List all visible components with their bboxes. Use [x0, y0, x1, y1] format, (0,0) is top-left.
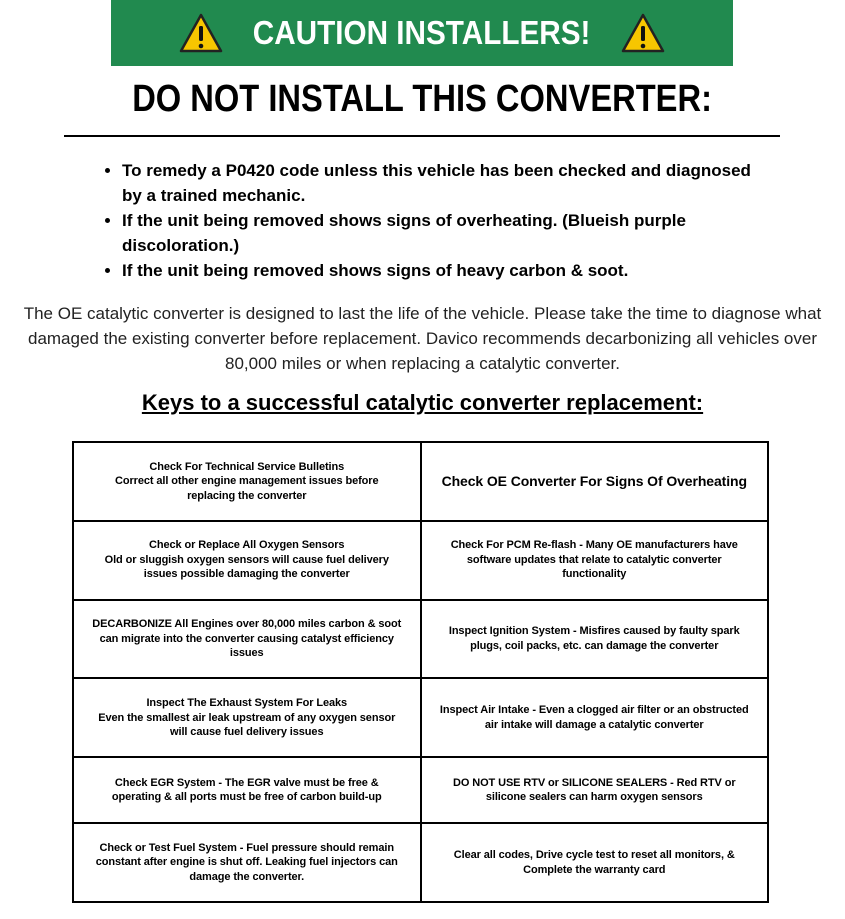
table-cell: Check or Test Fuel System - Fuel pressure should remain constant after engine is shut off. Leaking fuel injectors can damage the converter.	[73, 823, 421, 902]
table-cell: Inspect The Exhaust System For Leaks Even the smallest air leak upstream of any oxygen sensor will cause fuel delivery issues	[73, 678, 421, 757]
list-item: • To remedy a P0420 code unless this vehicle has been checked and diagnosed by a trained mechanic.	[122, 158, 762, 208]
divider	[64, 135, 780, 137]
table-cell: DECARBONIZE All Engines over 80,000 miles carbon & soot can migrate into the converter causing catalyst efficiency issues	[73, 600, 421, 679]
warning-triangle-icon	[620, 12, 666, 54]
table-cell: Clear all codes, Drive cycle test to reset all monitors, & Complete the warranty card	[421, 823, 769, 902]
table-row	[73, 600, 768, 679]
table-row	[73, 521, 768, 600]
table-cell: Check For PCM Re-flash - Many OE manufacturers have software updates that relate to catalytic converter functionality	[421, 521, 769, 600]
headline	[0, 78, 845, 121]
headline-text: DO NOT INSTALL THIS CONVERTER:	[132, 78, 713, 120]
list-item: • If the unit being removed shows signs of heavy carbon & soot.	[122, 258, 762, 283]
table-cell: Check or Replace All Oxygen Sensors Old or sluggish oxygen sensors will cause fuel delivery issues possible damaging the converter	[73, 521, 421, 600]
warning-triangle-icon	[178, 12, 224, 54]
table-row	[73, 757, 768, 823]
warning-list	[100, 158, 762, 283]
table-cell: DO NOT USE RTV or SILICONE SEALERS - Red RTV or silicone sealers can harm oxygen sensors	[421, 757, 769, 823]
keys-table	[72, 441, 769, 903]
list-item: • If the unit being removed shows signs of overheating. (Blueish purple discoloration.)	[122, 208, 762, 258]
caution-banner	[111, 0, 733, 66]
table-row	[73, 442, 768, 521]
table-row	[73, 823, 768, 902]
table-cell: Inspect Air Intake - Even a clogged air filter or an obstructed air intake will damage a catalytic converter	[421, 678, 769, 757]
banner-title: CAUTION INSTALLERS!	[253, 14, 591, 51]
table-cell: Check For Technical Service Bulletins Correct all other engine management issues before replacing the converter	[73, 442, 421, 521]
info-paragraph: The OE catalytic converter is designed to last the life of the vehicle. Please take the time to diagnose what damaged the existing converter before replacement. Davico recommends decarbonizing all vehicles over 80,000 miles or when replacing a catalytic converter.	[23, 304, 822, 373]
table-cell: Check OE Converter For Signs Of Overheating	[421, 442, 769, 521]
table-cell: Check EGR System - The EGR valve must be free & operating & all ports must be free of carbon build-up	[73, 757, 421, 823]
keys-heading: Keys to a successful catalytic converter replacement:	[141, 390, 704, 415]
table-row	[73, 678, 768, 757]
table-cell: Inspect Ignition System - Misfires caused by faulty spark plugs, coil packs, etc. can damage the converter	[421, 600, 769, 679]
